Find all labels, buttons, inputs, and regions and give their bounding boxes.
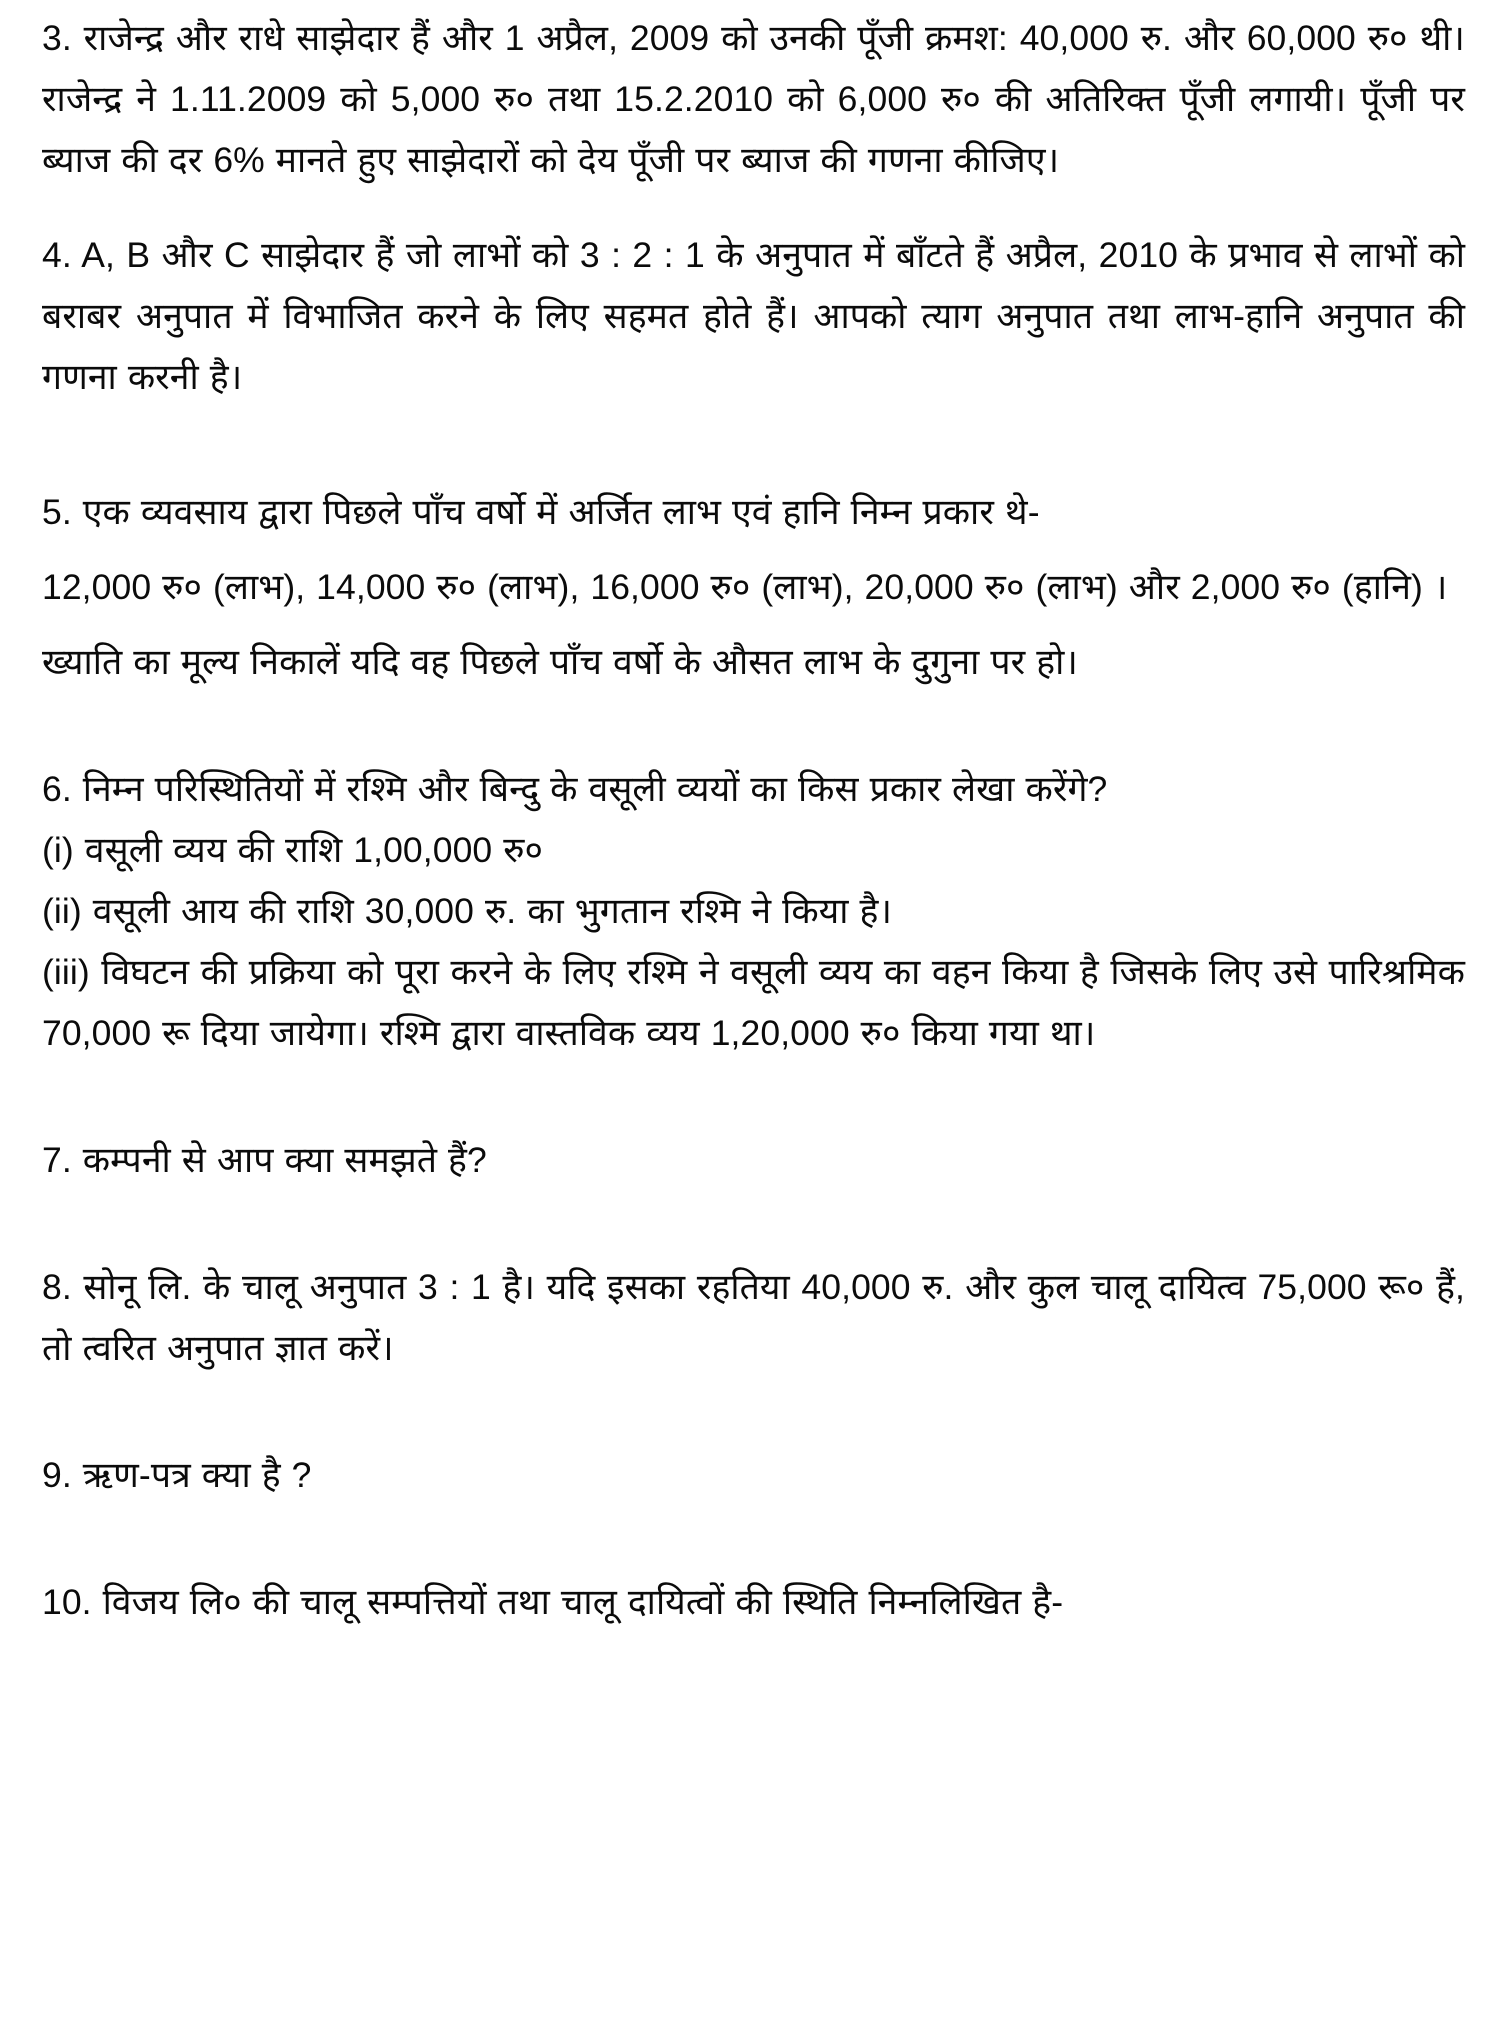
question-3-block xyxy=(42,8,1465,191)
spacer-after-q5 xyxy=(42,693,1465,759)
question-6-item-iii: (iii) विघटन की प्रक्रिया को पूरा करने के लिए रश्मि ने वसूली व्यय का वहन किया है जिसके लिए उसे पारिश्रमिक 70,000 रू दिया जायेगा। रश्मि द्वारा वास्तविक व्यय 1,20,000 रु० किया गया था। xyxy=(42,952,1465,1053)
question-3-text: 3. राजेन्द्र और राधे साझेदार हैं और 1 अप्रैल, 2009 को उनकी पूँजी क्रमश: 40,000 रु. और 60,000 रु० थी। राजेन्द्र ने 1.11.2009 को 5,000 रु० तथा 15.2.2010 को 6,000 रु० की अतिरिक्त पूँजी लगायी। पूँजी पर ब्याज की दर 6% मानते हुए साझेदारों को देय पूँजी पर ब्याज की गणना कीजिए। xyxy=(42,18,1465,180)
question-10-block xyxy=(42,1572,1465,1633)
question-9-block xyxy=(42,1445,1465,1506)
spacer-after-q4 xyxy=(42,408,1465,482)
question-5-line-3: ख्याति का मूल्य निकालें यदि वह पिछले पाँच वर्षो के औसत लाभ के दुगुना पर हो। xyxy=(42,642,1078,682)
spacer-after-q3 xyxy=(42,191,1465,225)
spacer-after-q8 xyxy=(42,1379,1465,1445)
question-4-text: 4. A, B और C साझेदार हैं जो लाभों को 3 : 2 : 1 के अनुपात में बाँटते हैं अप्रैल, 2010 के प्रभाव से लाभों को बराबर अनुपात में विभाजित करने के लिए सहमत होते हैं। आपको त्याग अनुपात तथा लाभ-हानि अनुपात की गणना करनी है। xyxy=(42,235,1465,397)
question-7-block xyxy=(42,1130,1465,1191)
spacer-after-q7 xyxy=(42,1191,1465,1257)
question-6-item-i: (i) वसूली व्यय की राशि 1,00,000 रु० xyxy=(42,830,544,870)
top-spacer xyxy=(42,0,1465,8)
question-5-block xyxy=(42,482,1465,693)
question-5-line-1: 5. एक व्यवसाय द्वारा पिछले पाँच वर्षो में अर्जित लाभ एवं हानि निम्न प्रकार थे- xyxy=(42,492,1040,532)
question-6-item-ii: (ii) वसूली आय की राशि 30,000 रु. का भुगतान रश्मि ने किया है। xyxy=(42,891,893,931)
question-8-text: 8. सोनू लि. के चालू अनुपात 3 : 1 है। यदि इसका रहतिया 40,000 रु. और कुल चालू दायित्व 75,000 रू० हैं, तो त्वरित अनुपात ज्ञात करें। xyxy=(42,1267,1465,1368)
question-4-block xyxy=(42,225,1465,408)
spacer-q5-a xyxy=(42,543,1465,557)
question-6-block xyxy=(42,759,1465,1064)
spacer-after-q9 xyxy=(42,1506,1465,1572)
question-9-text: 9. ऋण-पत्र क्या है ? xyxy=(42,1455,312,1495)
spacer-q5-b xyxy=(42,618,1465,632)
question-8-block xyxy=(42,1257,1465,1379)
question-7-text: 7. कम्पनी से आप क्या समझते हैं? xyxy=(42,1140,487,1180)
spacer-after-q6 xyxy=(42,1064,1465,1130)
question-5-line-2: 12,000 रु० (लाभ), 14,000 रु० (लाभ), 16,000 रु० (लाभ), 20,000 रु० (लाभ) और 2,000 रु० (हानि) । xyxy=(42,567,1448,607)
question-10-text: 10. विजय लि० की चालू सम्पत्तियों तथा चालू दायित्वों की स्थिति निम्नलिखित है- xyxy=(42,1582,1064,1622)
question-6-stem: 6. निम्न परिस्थितियों में रश्मि और बिन्दु के वसूली व्ययों का किस प्रकार लेखा करेंगे? xyxy=(42,769,1108,809)
